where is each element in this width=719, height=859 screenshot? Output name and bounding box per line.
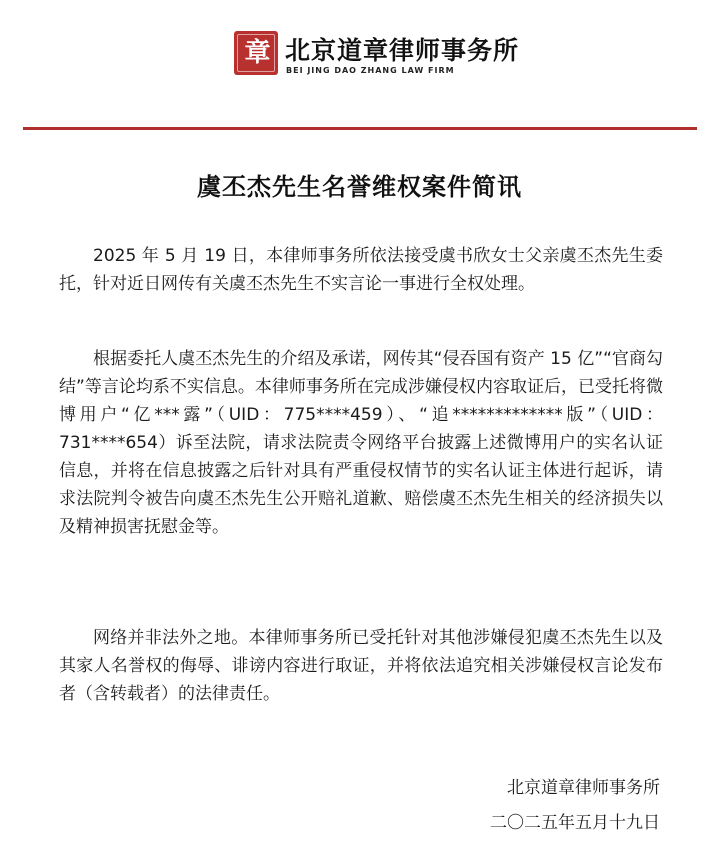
signature-firm-name: 北京道章律师事务所: [507, 778, 660, 798]
paragraph-lawsuit: 根据委托人虞丕杰先生的介绍及承诺，网传其“侵吞国有资产 15 亿”“官商勾结”等言论均系不实信息。本律师事务所在完成涉嫌侵权内容取证后，已受托将微博用户“亿***露”（UID：775****459）、“追*************版”（UID：731****654）诉至法院，请求法院责令网络平台披露上述微博用户的实名认证信息，并将在信息披露之后针对具有严重侵权情节的实名认证主体进行起诉，请求法院判令被告向虞丕杰先生公开赔礼道歉、赔偿虞丕杰先生相关的经济损失以及精神损害抚慰金等。: [59, 349, 663, 537]
firm-name-english: BEI JING DAO ZHANG LAW FIRM: [286, 66, 455, 75]
document-title: 虞丕杰先生名誉维权案件简讯: [197, 173, 522, 201]
paragraph-warning: 网络并非法外之地。本律师事务所已受托针对其他涉嫌侵犯虞丕杰先生以及其家人名誉权的侮辱、诽谤内容进行取证，并将依法追究相关涉嫌侵权言论发布者（含转载者）的法律责任。: [59, 628, 663, 704]
letterhead: [0, 0, 719, 128]
paragraph-engagement: 2025 年 5 月 19 日，本律师事务所依法接受虞书欣女士父亲虞丕杰先生委托，针对近日网传有关虞丕杰先生不实言论一事进行全权处理。: [59, 246, 663, 294]
firm-name: 北京道章律师事务所: [285, 36, 520, 65]
firm-logo-seal: 章道: [234, 31, 278, 75]
letterhead-divider: [23, 127, 697, 130]
signature-date: 二〇二五年五月十九日: [490, 813, 660, 833]
